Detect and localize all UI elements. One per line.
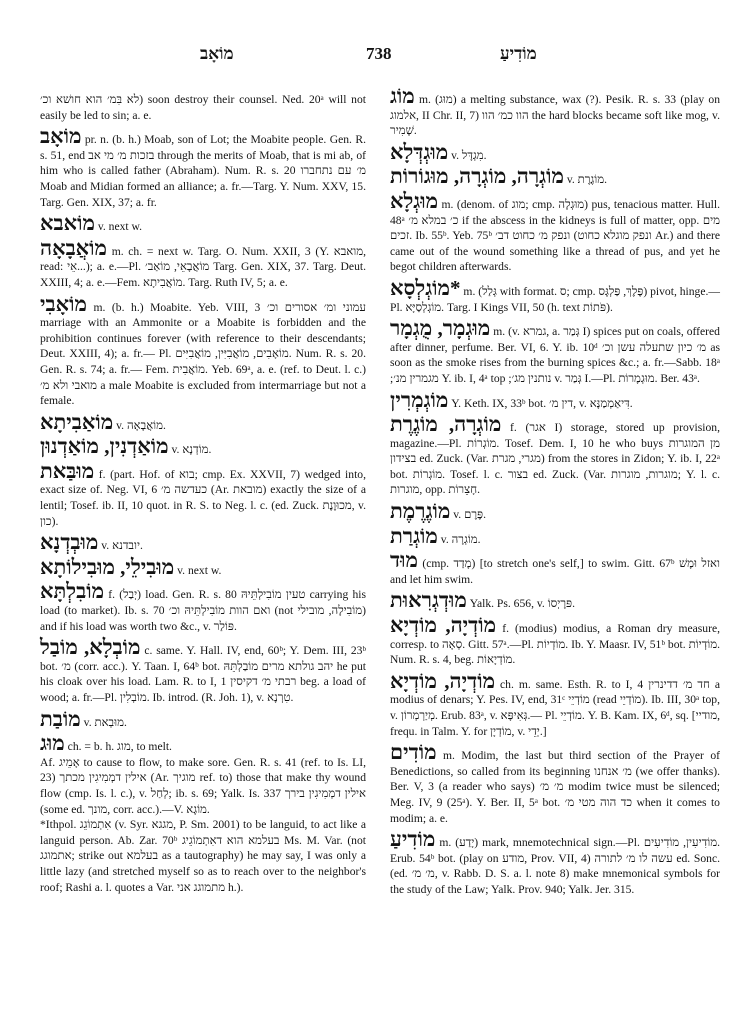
dictionary-entry (40, 733, 366, 895)
entry-text: f. (יְבַל) load. Gen. R. s. 80 טעין מוֹבִילְתֵּיהּ carrying his load (to market). Ib. s. 70 ואם הוות מוֹבִילְתֵּיהּ וכ׳ (not מוֹבִילָה, מובילי) and if his load was worth two &c., v. פּוֹלַר. (40, 588, 366, 633)
entry-text: m. Modim, the last but third section of the Prayer of Benedictions, so called from its beginning מ׳ אנחנו (we offer thanks). Ber. V, 3 (a reader who says) מ׳ מ׳ modim twice must be silenced; Meg. IV, 9 (25ᵃ). Y. Ber. II, 5ᵃ bot. כד הוה מטי מ׳ when it comes to modim; a. e. (390, 749, 721, 825)
entry-headword: מוֹבִלְתָּא (40, 579, 105, 604)
entry-text: pr. n. (b. h.) Moab, son of Lot; the Moabite people. Gen. R. s. 51, end בזכות מ׳ מי אב through the merits of Moab, that is mi ab, of him who is called father (Abraham). Num. R. s. 20 מ׳ עם נתחברו Moab and Midian formed an alliance; a. fr.—Targ. Y. Num. XXV, 15. Targ. Gen. XIX, 37; a. fr. (40, 133, 367, 209)
right-column (390, 86, 720, 901)
dictionary-entry (40, 436, 366, 458)
dictionary-entry (40, 86, 366, 123)
dictionary-entry (390, 387, 720, 412)
entry-headword: מוּגְלָא (390, 188, 439, 213)
dictionary-entry (40, 706, 366, 731)
entry-headword: מוּג (40, 731, 65, 756)
dictionary-entry (40, 235, 366, 291)
dictionary-entry (40, 213, 366, 235)
dictionary-entry (40, 291, 366, 409)
dictionary-entry (40, 458, 366, 529)
entry-text: v. מוֹדְנָא. (171, 443, 212, 457)
entry-headword: מוֹדְיָה, מוֹדְיָא (390, 613, 497, 638)
entry-headword: מוּבִילֵי, מוּבִילוֹתָא (40, 554, 175, 579)
entry-headword: מוֹדְיָה, מוֹדְיָא (390, 668, 496, 693)
dictionary-entry (390, 829, 720, 897)
entry-headword: מוֹגְרָה, מוֹגֶרֶת (390, 412, 502, 437)
entry-headword: מוֹגְרָה, מוֹגְרָה, מוּגוֹרוֹת (390, 164, 564, 189)
dictionary-entry (390, 550, 720, 587)
entry-headword: *מוֹגְלְסָא (390, 275, 461, 300)
entry-text: v. יובדנא. (101, 539, 143, 553)
page-header (0, 44, 750, 68)
dictionary-entry (390, 501, 720, 523)
entry-text: v. מִגְדָּל. (451, 148, 487, 162)
entry-headword: מוֹאַדְנִין, מוֹאַדְנוּן (40, 434, 169, 459)
entry-text: f. (modius) modius, a Roman dry measure, corresp. to סְאָה. Gitt. 57ᵃ.—Pl. מוֹדְיוֹת. Ib. Y. Maasr. IV, 51ᵇ bot. מוֹדְיוֹת. Num. R. s. 4, beg. מוֹדְיָאוֹת. (390, 622, 720, 667)
entry-text: f. (part. Hof. of בוא; cmp. Ex. XXVII, 7) wedged into, exact size of. Neg. VI, 6 כעדשה מ׳ (Ar. מובאת) exactly the size of a lentil; Tosef. ib. II, 10 quot. in R. S. to Neg. l. c. (ed. Zuck. מכוּוֶנֶת, v. כון). (40, 467, 366, 528)
entry-headword: מוֹאָב (40, 124, 82, 149)
page-number: 738 (366, 44, 392, 63)
entry-headword: מוּד (390, 548, 418, 573)
entry-headword: מוֹאבא (40, 211, 95, 236)
dictionary-entry (390, 590, 720, 612)
entry-text: Yalk. Ps. 656, v. פּרָיְסוֹ. (469, 597, 575, 611)
entry-headword: מוֹדִיעַ (390, 827, 436, 852)
entry-text: v. מוֹאֲבָאָה. (116, 418, 166, 432)
entry-headword: מוֹדִים (390, 740, 437, 765)
entry-headword: מוּגְמָר, מֻגְמָר (390, 316, 491, 341)
entry-headword: מוֹאֲבָאָה (40, 235, 107, 260)
entry-text: לא בִּמ׳ הוא חושׁא וכ׳) soon destroy their counsel. Ned. 20ᵃ will not easily be led to sin; a. e. (40, 93, 366, 122)
dictionary-entry (390, 166, 720, 188)
dictionary-entry (40, 532, 366, 554)
entry-text: ch. m. same. Esth. R. to I, 4 חד מ׳ דדינרין a modius of denars; Y. Pes. IV, end, 31ᶜ מוֹדְיֵי (read מוֹדְיֵי). Ib. III, 30ᵃ top, v. מְיַרְמְרוֹן. Erub. 83ᵃ, v. גְּאִיפָּא.— Pl. מוֹדְיֵי. Y. B. Kam. IX, 6ᵈ, sq. [מודיי, frequ. in Talm. Y. for מוֹדְיָן, v. יְדֵי.] (390, 677, 721, 738)
entry-text: m. (גְּלַל with format. ס; cmp. פֶּלֶךְ, פַּלְגָּס) pivot, hinge.—Pl. מוֹגְלְסַיָּא. Targ. I Kings VII, 50 (h. text פֹּתוֹת). (390, 284, 720, 314)
dictionary-entry (390, 318, 720, 386)
dictionary-entry (390, 86, 720, 139)
entry-text: (cmp. מָדַד) [to stretch one's self,] to swim. Gitt. 67ᵇ ואזל וּמָשׁ and let him swim. (390, 557, 720, 586)
entry-headword: מוֹאָבִי (40, 291, 87, 316)
entry-headword: מוֹבַת (40, 706, 81, 731)
entry-text: f. (אגר I) storage, stored up provision, magazine.—Pl. מוֹגְרוֹת. Tosef. Dem. I, 10 he who buys מן המוגרות בצידון ed. Zuck. (Var. מגרי, מגרת) from the stores in Zidon; Y. ib. I, 22ᵃ bot. מוֹגְרוֹת. Tosef. l. c. בצור ed. Zuck. (Var. מוגרות, מוגרות; Y. l. c. מוגרות, opp. חָצֵרוֹת. (390, 421, 721, 497)
dictionary-entry (40, 581, 366, 634)
dictionary-entry (40, 554, 366, 579)
entry-text: m. (v. גמרא, a. גְּמַר I) spices put on coals, offered after dinner, perfume. Ber. VI, 6. Y. ib. 10ᵈ מ׳ כיון שתעלה עשן וכ׳ as soon as the smoke rises from the burning spices &c.; a. fr.—Sabb. 18ᵃ ;מגמרין מנ׳ Y. ib. I, 4ᵃ top ;נותנין מג׳ v. גְּמַר I.—Pl. מוּגְמָרוֹת. Ber. 43ᵃ. (390, 325, 720, 385)
dictionary-entry (40, 637, 366, 705)
dictionary-entry (40, 126, 366, 210)
entry-headword: מוֹגְרַת (390, 523, 438, 548)
left-column (40, 86, 366, 898)
running-headword-right: מוֹדִיעַ (500, 44, 537, 63)
entry-text: m. (יָדַע) mark, mnemotechnical sign.—Pl. מוֹדִיעִין, מוֹדִיעִים. Erub. 54ᵇ bot. (play on מודע, Prov. VII, 4) עשה לו מ׳ לתורה ed. Sonc. (ed. מ׳ מ׳, v. Rabb. D. S. a. l. note 8) make mnemonical symbols for the study of the Law; Yalk. Prov. 940; Yalk. Jer. 315. (390, 836, 720, 896)
dictionary-entry (40, 409, 366, 434)
running-headword-left: מוֹאָב (200, 44, 234, 63)
entry-text: v. מוּבְאת. (83, 715, 127, 729)
dictionary-entry (390, 523, 720, 548)
entry-headword: מוֹג (390, 84, 415, 108)
entry-headword: מוֹגְמְרִין (390, 387, 449, 412)
entry-text: v. מוֹגֶרֶת. (566, 173, 608, 187)
entry-text: v. מוֹגְרָה. (440, 532, 481, 546)
entry-headword: מוּגְדְּלָא (390, 139, 449, 164)
entry-text: m. ch. = next w. Targ. O. Num. XXII, 3 (Y. מואבא, read: אֵי...); a. e.—Pl. מוֹאֲבָאֵי, מוֹאַב׳ Targ. Gen. XIX, 37. Targ. Deut. XXIII, 4; a. e.—Fem. מוֹאֲבִיתָא. Targ. Ruth IV, 5; a. e. (40, 244, 366, 289)
entry-text: v. next w. (97, 220, 143, 234)
entry-text: c. same. Y. Hall. IV, end, 60ᵇ; Y. Dem. III, 23ᵇ bot. מ׳ (corr. acc.). Y. Taan. I, 64ᵇ bot. יהב גולתא מרים מוֹבַלְתֵּהּ he put his cloak over his load. Lam. R. to I, 1 רבתי מ׳ דקיסין beg. a load of wood; a. fr.—Pl. מוֹבְלִין. Ib. introd. (R. Joh. 1), v. טִרְנָא. (40, 644, 367, 704)
dictionary-entry (390, 188, 721, 275)
dictionary-entry (390, 414, 720, 498)
entry-text: m. (denom. of מוג; cmp. מוּגְלָה) pus, tenacious matter. Hull. 48ᵃ כ׳ במלא מ׳ if the abscess in the kidneys is full of matter, opp. מים זכים. Ib. 55ᵇ. Yeb. 75ᵇ ונפק מ׳ כחוט דב׳ (ונפק מוגלא כחוט Ar.) and there came out of the wound something like a thread of pus, and yet he begot children afterwards. (390, 197, 721, 274)
dictionary-entry (390, 615, 720, 668)
entry-headword: מוֹבְלָא, מוֹבַל (40, 635, 141, 660)
entry-text: ch. = b. h. מוג, to melt. Af. אָמֵיג to cause to flow, to make sore. Gen. R. s. 41 (ref. to Is. LI, 23) אילין דמְמִיגִין מכתך (Ar. מוגיך ref. to) those that make thy wound flow (cmp. Is. l. c.), v. לְחַל; ib. s. 69; Yalk. Is. 337 אילין דמְמִיגִין בירך (some ed. מונך, corr. acc.).—V. מוֹגָא. *Ithpol. אִתְמוֹגֵג (v. Syr. מגגא, P. Sm. 2001) to be languid, to act like a languid person. Ab. Zar. 70ᵇ בעלמא הוא דאִתְמוֹגֵיג Ms. M. Var. (not אתמוגג; strike out בעלמא as a tautography) he may say, I was only a little lazy (and stretched myself so as to reach over to the neighbor's roof; Rashi a. l. quotes a Var. מתמוגג אני h.). (40, 740, 366, 894)
dictionary-entry (390, 275, 720, 315)
dictionary-entry (390, 668, 721, 739)
entry-headword: מוּבַּאת (40, 458, 95, 483)
entry-headword: מוֹגֶרֶמֶת (390, 499, 451, 524)
entry-headword: מוּבְדְנָא (40, 530, 99, 555)
dictionary-entry (390, 139, 720, 164)
entry-headword: מוּדְגְרִאוּת (390, 588, 467, 613)
entry-text: v. next w. (177, 563, 222, 577)
entry-headword: מוֹאַבִיתָא (40, 409, 114, 434)
entry-text: m. (b. h.) Moabite. Yeb. VIII, 3 עמוני ומ׳ אסורים וכ׳ marriage with an Ammonite or a Moabite is forbidden and the prohibition continues forever (with reference to their descendants; Deut. XXIII, 4); a. fr.— Pl. מוֹאָבִים, מוֹאֲבִיִּין, מוֹאֲבִיִּים. Num. R. s. 20. Gen. R. s. 74; a. fr.— Fem. מוֹאֲבִית. Yeb. 69ᵃ, a. e. (ref. to Deut. l. c.) מואבי ולא מ׳ a male Moabite is excluded from intermarriage but not a female. (40, 300, 366, 408)
entry-text: v. פֶּרֶם. (453, 508, 486, 522)
dictionary-entry (390, 742, 720, 826)
entry-text: Y. Keth. IX, 33ᵇ bot. דין מ׳, v. דִּיאַמְמַנָּא. (451, 396, 633, 410)
entry-text: m. (מוּג) a melting substance, wax (?). Pesik. R. s. 33 (play on אלמוג, II Chr. II, 7) הוו כמ׳ הוו the hard blocks became soft like mog, v. שָׁמִיר. (390, 93, 720, 138)
